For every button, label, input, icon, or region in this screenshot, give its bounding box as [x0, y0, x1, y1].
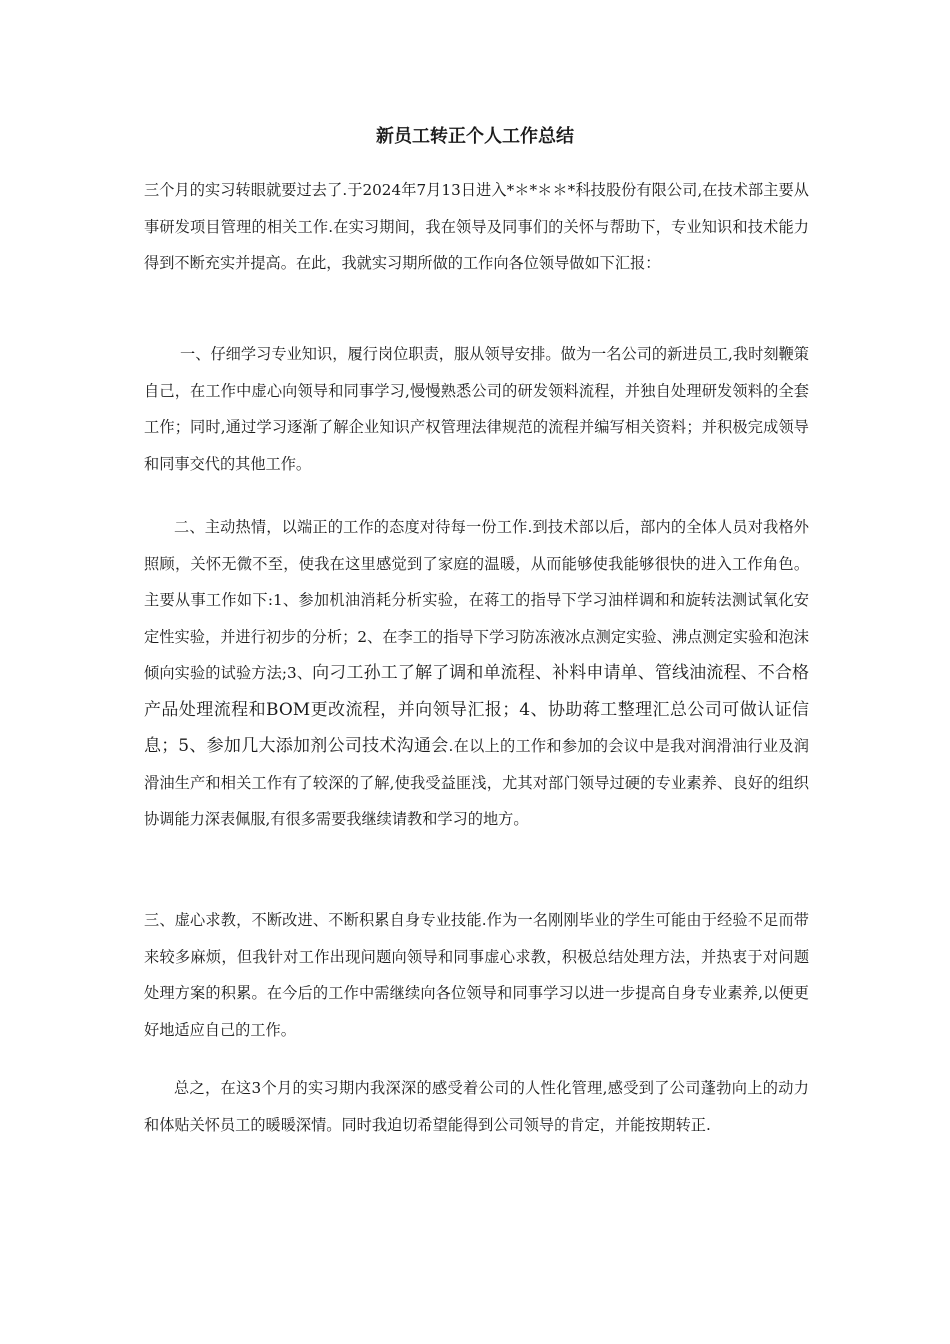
paragraph-section-2-part-1: 二、主动热情，以端正的工作的态度对待每一份工作.到技术部以后，部内的全体人员对我格外照顾，关怀无微不至，使我在这里感觉到了家庭的温暖，从而能够使我能够很快的进入工作角色。主要从事工作如下:1、参加机油消耗分析实验，在蒋工的指导下学习油样调和和旋转法测试氧化安定性实验，并进行初步的分析；2、在李工的指导下学习防冻液冰点测定实验、沸点测定实验和泡沫倾向实验的试验方法;3、 [144, 518, 809, 682]
paragraph-section-2 [144, 509, 809, 838]
paragraph-section-3: 三、虚心求教，不断改进、不断积累自身专业技能.作为一名刚刚毕业的学生可能由于经验不足而带来较多麻烦，但我针对工作出现问题向领导和同事虚心求教，积极总结处理方法，并热衷于对问题处理方案的积累。在今后的工作中需继续向各位领导和同事学习以进一步提高自身专业素养,以便更好地适应自己的工作。 [144, 911, 809, 1039]
paragraph-intro: 三个月的实习转眼就要过去了.于2024年7月13日进入*＊*＊＊*科技股份有限公司,在技术部主要从事研发项目管理的相关工作.在实习期间，我在领导及同事们的关怀与帮助下，专业知识和技术能力得到不断充实并提高。在此，我就实习期所做的工作向各位领导做如下汇报： [144, 181, 809, 272]
paragraph-conclusion: 总之，在这3个月的实习期内我深深的感受着公司的人性化管理,感受到了公司蓬勃向上的动力和体贴关怀员工的暖暖深情。同时我迫切希望能得到公司领导的肯定，并能按期转正. [144, 1079, 809, 1134]
paragraph-section-2-part-3: .在以上的工作和参加的会议中是我对润滑油行业及润滑油生产和相关工作有了较深的了解,使我受益匪浅，尤其对部门领导过硬的专业素养、良好的组织协调能力深表佩服,有很多需要我继续请教和学习的地方。 [144, 737, 809, 828]
paragraph-section-2-part-2: 向刁工孙工了解了调和单流程、补料申请单、管线油流程、不合格产品处理流程和BOM更改流程，并向领导汇报；4、协助蒋工整理汇总公司可做认证信息；5、参加几大添加剂公司技术沟通会 [144, 663, 810, 756]
paragraph-section-1: 一、仔细学习专业知识，履行岗位职责，服从领导安排。做为一名公司的新进员工,我时刻鞭策自己，在工作中虚心向领导和同事学习,慢慢熟悉公司的研发领料流程，并独自处理研发领料的全套工作；同时,通过学习逐渐了解企业知识产权管理法律规范的流程并编写相关资料；并积极完成领导和同事交代的其他工作。 [144, 345, 809, 473]
document-title: 新员工转正个人工作总结 [376, 126, 574, 147]
